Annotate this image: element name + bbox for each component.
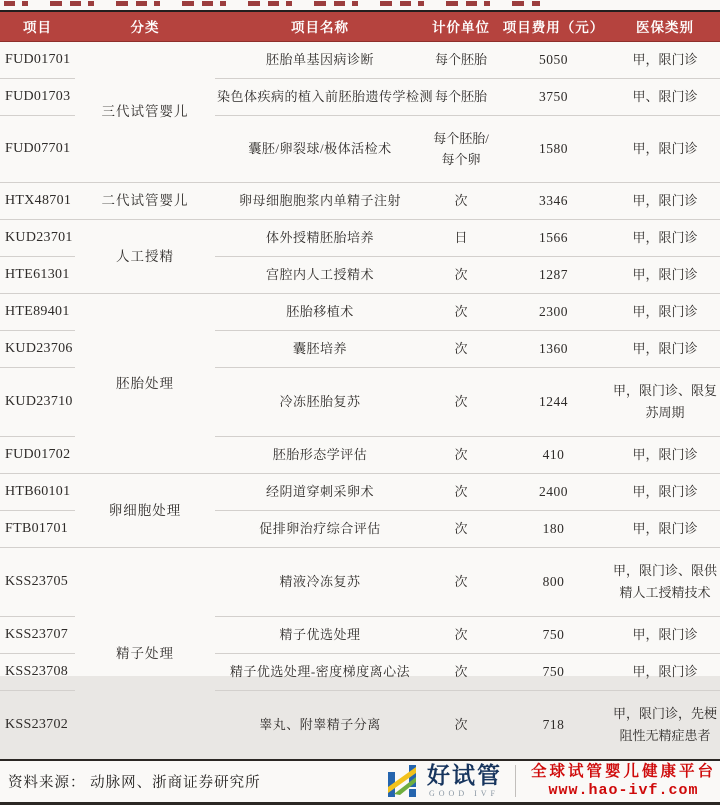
table-row — [0, 41, 720, 78]
project-code: KSS23707 — [0, 616, 75, 653]
table-row — [0, 473, 720, 510]
insurance-cell: 甲，限门诊 — [610, 293, 720, 330]
fee-cell: 800 — [497, 547, 610, 616]
logo-en-text: GOOD IVF — [428, 789, 499, 798]
project-name: 囊胚培养 — [215, 330, 425, 367]
insurance-cell: 甲，限门诊 — [610, 510, 720, 547]
fee-cell: 750 — [497, 616, 610, 653]
unit-cell: 每个胚胎/每个卵 — [425, 115, 497, 182]
col-header-unit: 计价单位 — [425, 11, 497, 41]
project-name: 促排卵治疗综合评估 — [215, 510, 425, 547]
unit-cell: 次 — [425, 653, 497, 690]
fee-cell: 1287 — [497, 256, 610, 293]
logo-cn-text: 好试管 — [426, 763, 502, 788]
source-note: 资料来源： 动脉网、浙商证券研究所 — [8, 774, 261, 791]
project-name: 精子优选处理-密度梯度离心法 — [215, 653, 425, 690]
col-header-project: 项目 — [0, 11, 75, 41]
project-name: 染色体疾病的植入前胚胎遗传学检测 — [215, 78, 425, 115]
category-cell: 胚胎处理 — [75, 293, 215, 473]
tagline-block — [531, 764, 716, 799]
category-cell: 人工授精 — [75, 219, 215, 293]
project-code: KUD23706 — [0, 330, 75, 367]
insurance-cell: 甲，限门诊 — [610, 256, 720, 293]
category-cell: 二代试管婴儿 — [75, 182, 215, 219]
category-cell: 精子处理 — [75, 547, 215, 759]
brand-block — [386, 763, 720, 799]
table-row — [0, 293, 720, 330]
project-code: HTE89401 — [0, 293, 75, 330]
insurance-cell: 甲、限门诊 — [610, 78, 720, 115]
unit-cell: 日 — [425, 219, 497, 256]
project-code: FUD01701 — [5, 52, 71, 67]
project-code: FUD01702 — [0, 436, 75, 473]
brand-divider — [515, 765, 516, 797]
project-code: KSS23705 — [0, 547, 75, 616]
table-row — [0, 219, 720, 256]
project-code: KSS23702 — [0, 690, 75, 759]
unit-cell: 次 — [425, 367, 497, 436]
unit-cell: 次 — [425, 690, 497, 759]
project-name: 经阴道穿刺采卵术 — [215, 473, 425, 510]
unit-cell: 次 — [425, 256, 497, 293]
project-name: 精液冷冻复苏 — [215, 547, 425, 616]
project-code: HTB60101 — [0, 473, 75, 510]
fee-cell: 750 — [497, 653, 610, 690]
project-name: 胚胎单基因病诊断 — [265, 52, 374, 67]
project-code: FUD07701 — [0, 115, 75, 182]
project-code: HTX48701 — [0, 182, 75, 219]
insurance-cell: 甲，限门诊、限供精人工授精技术 — [610, 547, 720, 616]
fee-cell: 3750 — [497, 78, 610, 115]
insurance-cell: 甲，限门诊、限复苏周期 — [610, 367, 720, 436]
unit-cell: 次 — [425, 510, 497, 547]
brand-tagline: 全球试管婴儿健康平台 — [530, 762, 716, 780]
insurance-cell: 甲，限门诊 — [610, 473, 720, 510]
insurance-cell: 甲，限门诊 — [610, 330, 720, 367]
table-body — [0, 41, 720, 759]
unit-cell: 次 — [425, 182, 497, 219]
project-code: FUD01703 — [0, 78, 75, 115]
project-name: 卵母细胞胞浆内单精子注射 — [215, 182, 425, 219]
insurance-cell: 甲，限门诊 — [610, 616, 720, 653]
insurance-cell: 甲，限门诊，先梗阻性无精症患者 — [610, 690, 720, 759]
fee-cell: 2300 — [497, 293, 610, 330]
fee-cell: 1566 — [497, 219, 610, 256]
fee-cell: 1580 — [497, 115, 610, 182]
insurance-cell: 甲，限门诊 — [610, 653, 720, 690]
header-row — [0, 11, 720, 41]
fee-cell: 2400 — [497, 473, 610, 510]
project-name: 囊胚/卵裂球/极体活检术 — [215, 115, 425, 182]
project-name: 体外授精胚胎培养 — [215, 219, 425, 256]
fee-cell: 1244 — [497, 367, 610, 436]
category-cell: 三代试管婴儿 — [101, 104, 189, 119]
fee-cell: 180 — [497, 510, 610, 547]
fee-cell: 410 — [497, 436, 610, 473]
insurance-cell: 甲，限门诊 — [610, 219, 720, 256]
project-name: 宫腔内人工授精术 — [215, 256, 425, 293]
fee-cell: 3346 — [497, 182, 610, 219]
project-name: 胚胎形态学评估 — [215, 436, 425, 473]
unit-cell: 次 — [425, 330, 497, 367]
col-header-category: 分类 — [75, 11, 215, 41]
logo-text-block — [427, 764, 502, 798]
footer-bar — [0, 759, 720, 805]
col-header-name: 项目名称 — [215, 11, 425, 41]
project-name: 冷冻胚胎复苏 — [215, 367, 425, 436]
project-code: KUD23701 — [0, 219, 75, 256]
table-row — [0, 182, 720, 219]
insurance-cell: 甲，限门诊 — [610, 115, 720, 182]
category-cell: 卵细胞处理 — [75, 473, 215, 547]
project-name: 胚胎移植术 — [215, 293, 425, 330]
col-header-fee: 项目费用（元） — [497, 11, 610, 41]
insurance-cell: 甲，限门诊 — [610, 182, 720, 219]
unit-cell: 次 — [425, 436, 497, 473]
table-header — [0, 11, 720, 41]
unit-cell: 每个胚胎 — [434, 52, 487, 67]
col-header-insurance: 医保类别 — [610, 11, 720, 41]
fee-cell: 718 — [497, 690, 610, 759]
unit-cell: 每个胚胎 — [425, 78, 497, 115]
clipped-title-text — [0, 0, 720, 10]
insurance-cell: 甲，限门诊 — [610, 436, 720, 473]
ivf-fee-table — [0, 10, 720, 759]
project-name: 精子优选处理 — [215, 616, 425, 653]
unit-cell: 次 — [425, 547, 497, 616]
project-code: KUD23710 — [0, 367, 75, 436]
fee-cell: 5050 — [539, 52, 568, 67]
unit-cell: 次 — [425, 473, 497, 510]
fee-cell: 1360 — [497, 330, 610, 367]
good-ivf-logo-icon — [386, 763, 420, 799]
brand-website: www.hao-ivf.com — [548, 782, 699, 800]
unit-cell: 次 — [425, 293, 497, 330]
project-code: KSS23708 — [0, 653, 75, 690]
table-row — [0, 547, 720, 616]
project-code: FTB01701 — [0, 510, 75, 547]
unit-cell: 次 — [425, 616, 497, 653]
insurance-cell: 甲，限门诊 — [632, 51, 698, 67]
project-code: HTE61301 — [0, 256, 75, 293]
project-name: 睾丸、附睾精子分离 — [215, 690, 425, 759]
